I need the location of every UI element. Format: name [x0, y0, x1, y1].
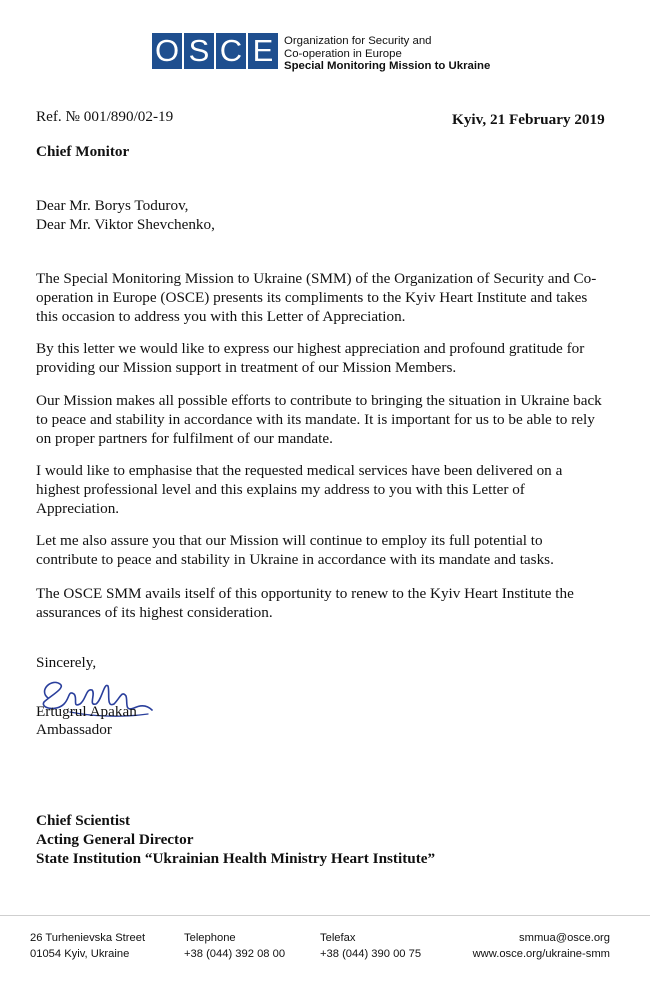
logo-line-1: Organization for Security and — [284, 35, 432, 47]
osce-logo — [152, 33, 490, 73]
paragraph-line: this occasion to address you with this Letter of Appreciation. — [36, 308, 406, 325]
paragraph-line: on proper partners for fulfilment of our mandate. — [36, 430, 333, 447]
sender-title: Chief Monitor — [36, 143, 130, 160]
salutation-line-2: Dear Mr. Viktor Shevchenko, — [36, 216, 215, 233]
footer-web — [473, 930, 610, 962]
footer-divider — [0, 915, 650, 916]
paragraph-line: Appreciation. — [36, 500, 120, 517]
paragraph-line: highest professional level and this explains my address to you with this Letter of — [36, 481, 525, 498]
paragraph-line: I would like to emphasise that the requested medical services have been delivered on a — [36, 462, 563, 479]
logo-line-2: Co-operation in Europe — [284, 47, 402, 60]
footer-telephone-number: +38 (044) 392 08 00 — [184, 948, 286, 960]
logo-letter-c: C — [216, 33, 246, 69]
footer-website: www.osce.org/ukraine-smm — [472, 948, 610, 960]
footer-telefax — [320, 930, 421, 962]
osce-logo-text — [284, 35, 490, 73]
reference-number: Ref. № 001/890/02-19 — [36, 108, 174, 125]
footer-address — [30, 930, 145, 962]
footer-telephone — [184, 930, 285, 962]
paragraph-4 — [36, 461, 616, 518]
salutation — [36, 196, 215, 234]
footer-address-city: 01054 Kyiv, Ukraine — [30, 948, 130, 960]
salutation-line-1: Dear Mr. Borys Todurov, — [36, 197, 189, 214]
paragraph-line: assurances of its highest consideration. — [36, 604, 273, 621]
footer-address-street: 26 Turhenievska Street — [30, 932, 146, 944]
paragraph-line: contribute to peace and stability in Ukraine in accordance with its mandate and tasks. — [36, 551, 554, 568]
logo-line-3: Special Monitoring Mission to Ukraine — [284, 60, 491, 72]
closing-sincerely: Sincerely, — [36, 654, 97, 671]
signatory-name: Ertugrul Apakan — [36, 703, 137, 720]
logo-letter-s: S — [184, 33, 214, 69]
recipient-line-2: Acting General Director — [36, 831, 194, 848]
footer-telephone-label: Telephone — [184, 932, 236, 944]
footer-telefax-label: Telefax — [320, 932, 356, 944]
paragraph-3 — [36, 391, 616, 448]
recipient-line-1: Chief Scientist — [36, 812, 131, 829]
paragraph-5 — [36, 531, 616, 569]
paragraph-line: The OSCE SMM avails itself of this opportunity to renew to the Kyiv Heart Institute the — [36, 585, 574, 602]
paragraph-line: to peace and stability in accordance with its mandate. It is important for us to be able to rely — [36, 411, 595, 428]
recipient-block — [36, 811, 435, 868]
paragraph-line: The Special Monitoring Mission to Ukraine (SMM) of the Organization of Security and Co- — [36, 270, 597, 287]
paragraph-line: By this letter we would like to express our highest appreciation and profound gratitude for — [36, 340, 585, 357]
letter-date: Kyiv, 21 February 2019 — [452, 111, 605, 128]
recipient-line-3: State Institution “Ukrainian Health Ministry Heart Institute” — [36, 850, 436, 867]
signatory-title: Ambassador — [36, 721, 112, 738]
paragraph-6 — [36, 584, 616, 622]
paragraph-line: providing our Mission support in treatment of our Mission Members. — [36, 359, 457, 376]
logo-letter-e: E — [248, 33, 278, 69]
paragraph-2 — [36, 339, 616, 377]
osce-logo-letters — [152, 33, 278, 69]
footer-email: smmua@osce.org — [519, 932, 610, 944]
paragraph-line: Our Mission makes all possible efforts to contribute to bringing the situation in Ukraine back — [36, 392, 602, 409]
paragraph-line: operation in Europe (OSCE) presents its compliments to the Kyiv Heart Institute and takes — [36, 289, 588, 306]
logo-letter-o: O — [152, 33, 182, 69]
paragraph-line: Let me also assure you that our Mission will continue to employ its full potential to — [36, 532, 543, 549]
paragraph-1 — [36, 269, 616, 326]
footer-telefax-number: +38 (044) 390 00 75 — [320, 948, 422, 960]
